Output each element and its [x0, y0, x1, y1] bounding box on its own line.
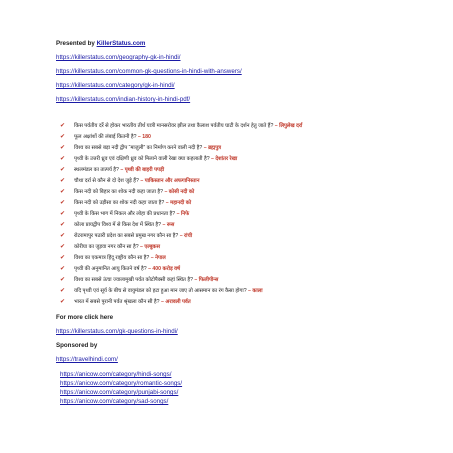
check-icon: ✔ [60, 134, 66, 140]
link[interactable]: https://killerstatus.com/category/gk-in-hindi/ [56, 82, 175, 89]
qa-item [60, 222, 174, 229]
qa-item [60, 233, 192, 240]
check-icon: ✔ [60, 222, 66, 228]
answer-text: ब्रह्मपुत्र [208, 145, 222, 151]
qa-item [60, 178, 199, 185]
answer-separator: – [273, 123, 280, 129]
sponsor-link-row[interactable] [56, 356, 118, 364]
answer-text: रूस [166, 222, 175, 228]
answer-text: लिपुलेख दर्रा [279, 123, 303, 129]
more-label: For more click here [56, 314, 114, 321]
answer-text: 400 करोड़ वर्ष [152, 266, 181, 272]
question-text: कोला प्रायद्वीप विश्व में से किस देश में स्थित है? [74, 222, 162, 228]
answer-separator: – [246, 288, 253, 294]
sub-link-4[interactable] [60, 398, 168, 406]
check-icon: ✔ [60, 255, 66, 261]
answer-text: देशांतर रेखा [215, 156, 238, 162]
check-icon: ✔ [60, 299, 66, 305]
answer-separator: – [163, 189, 169, 195]
answer-separator: – [164, 200, 171, 206]
qa-item [60, 266, 180, 273]
link[interactable]: https://anicow.com/category/hindi-songs/ [60, 371, 172, 378]
answer-separator: – [192, 277, 199, 283]
link[interactable]: https://killerstatus.com/geography-gk-in-hindi/ [56, 54, 181, 61]
answer-separator: – [161, 222, 167, 228]
answer-separator: – [202, 145, 209, 151]
question-text: भारत में सबसे पुरानी पर्वत श्रृंखला कौन सी है? [74, 299, 160, 305]
check-icon: ✔ [60, 233, 66, 239]
header-link-1[interactable] [56, 54, 181, 62]
check-icon: ✔ [60, 145, 66, 151]
check-icon: ✔ [60, 156, 66, 162]
answer-text: फिलीपीन्स [198, 277, 219, 283]
answer-separator: – [118, 167, 125, 173]
qa-item [60, 189, 194, 196]
answer-separator: – [149, 255, 156, 261]
answer-text: नेपाल [155, 255, 166, 261]
answer-text: रांची [184, 233, 193, 239]
answer-separator: – [175, 211, 181, 217]
qa-item [60, 244, 160, 251]
more-link[interactable]: https://killerstatus.com/gk-questions-in-hindi/ [56, 328, 178, 335]
more-link-row[interactable] [56, 328, 178, 336]
check-icon: ✔ [60, 288, 66, 294]
answer-separator: – [159, 299, 166, 305]
sponsor-link[interactable]: https://travelhindi.com/ [56, 356, 118, 363]
presented-link[interactable]: KillerStatus.com [96, 40, 146, 47]
sponsored-label: Sponsored by [56, 342, 98, 349]
answer-separator: – [138, 244, 145, 250]
qa-item [60, 156, 237, 163]
sub-link-1[interactable] [60, 371, 171, 379]
qa-item [60, 255, 166, 262]
question-text: विश्व का सबसे बड़ा नदी द्वीप “माजुली” का निर्माण करने वाली नदी है? [74, 145, 203, 151]
header-link-3[interactable] [56, 82, 175, 90]
question-text: यदि पृथ्वी एवं सूर्य के बीच से वायुमंडल को हटा हुआ मान जाए तो आसमान का रंग कैसा होगा? [74, 288, 247, 294]
header-link-2[interactable] [56, 68, 242, 76]
check-icon: ✔ [60, 123, 66, 129]
answer-text: कोसी नदी को [168, 189, 195, 195]
question-text: फूल अक्षांशों की लंबाई कितनी है? [74, 134, 137, 140]
answer-separator: – [146, 266, 153, 272]
answer-text: निफे [180, 211, 190, 217]
qa-item [60, 288, 263, 295]
check-icon: ✔ [60, 244, 66, 250]
question-text: किस पर्वतीय दर्रे से होकर भारतीय तीर्थ यात्री मानसरोवर झील तथा कैलाश पर्वतीय घाटी के दर्शन हेतु जाते हैं? [74, 123, 274, 129]
link[interactable]: https://anicow.com/category/sad-songs/ [60, 398, 169, 405]
answer-text: काला [252, 288, 263, 294]
answer-separator: – [209, 156, 216, 162]
header-link-4[interactable] [56, 96, 190, 104]
answer-separator: – [136, 134, 143, 140]
question-text: रोटरामापुर पठारी प्रदेश का सबसे प्रमुख नगर कौन सा है? [74, 233, 179, 239]
answer-separator: – [138, 178, 145, 184]
question-text: पृथ्वी की अनुमानित आयु कितने वर्ष है? [74, 266, 147, 272]
presented-by [56, 40, 145, 48]
check-icon: ✔ [60, 266, 66, 272]
check-icon: ✔ [60, 200, 66, 206]
answer-text: पृथ्वी की बाहरी पपड़ी [124, 167, 165, 173]
sub-link-2[interactable] [60, 380, 182, 388]
link[interactable]: https://anicow.com/category/romantic-songs/ [60, 380, 183, 387]
question-text: स्थलमंडल का तात्पर्य है? [74, 167, 119, 173]
qa-item [60, 145, 221, 152]
question-text: विश्व का सबसे ऊंचा ज्वालामुखी पर्वत कोटोपैक्सी कहां स्थित है? [74, 277, 193, 283]
answer-text: पाकिस्तान और अफगानिस्तान [144, 178, 200, 184]
question-text: किस नदी को बिहार का शोक नदी कहा जाता है? [74, 189, 164, 195]
question-text: विश्व का एकमात्र हिंदू राष्ट्रीय कौन सा है? [74, 255, 150, 261]
question-text: पृथ्वी के किस भाग में निकल और लोहा की प्रधानता है? [74, 211, 176, 217]
qa-item [60, 167, 164, 174]
question-text: पृथ्वी के उत्तरी ध्रुव एवं दक्षिणी ध्रुव को मिलाने वाली रेखा क्या कहलाती है? [74, 156, 210, 162]
qa-item [60, 211, 189, 218]
check-icon: ✔ [60, 178, 66, 184]
qa-item [60, 299, 191, 306]
link[interactable]: https://killerstatus.com/common-gk-questions-in-hindi-with-answers/ [56, 68, 242, 75]
check-icon: ✔ [60, 277, 66, 283]
question-text: चौथा दर्रा से कौन से दो देश जुड़े हैं? [74, 178, 139, 184]
question-text: किस नदी को उड़ीसा का शोक नदी कहा जाता है? [74, 200, 165, 206]
answer-text: महानदी को [170, 200, 192, 206]
check-icon: ✔ [60, 167, 66, 173]
qa-item [60, 134, 151, 141]
presented-prefix: Presented by [56, 40, 97, 47]
check-icon: ✔ [60, 211, 66, 217]
qa-item [60, 277, 218, 284]
link[interactable]: https://killerstatus.com/indian-history-in-hindi-pdf/ [56, 96, 191, 103]
answer-text: एल्बुकस [144, 244, 161, 250]
qa-item [60, 123, 302, 130]
check-icon: ✔ [60, 189, 66, 195]
answer-text: 180 [142, 134, 151, 140]
answer-text: अरावली पर्वत [165, 299, 191, 305]
link[interactable]: https://anicow.com/category/punjabi-songs/ [60, 389, 179, 396]
question-text: कोरीया का जुड़वा नगर कौन सा है? [74, 244, 139, 250]
answer-separator: – [178, 233, 185, 239]
qa-item [60, 200, 191, 207]
sub-link-3[interactable] [60, 389, 178, 397]
